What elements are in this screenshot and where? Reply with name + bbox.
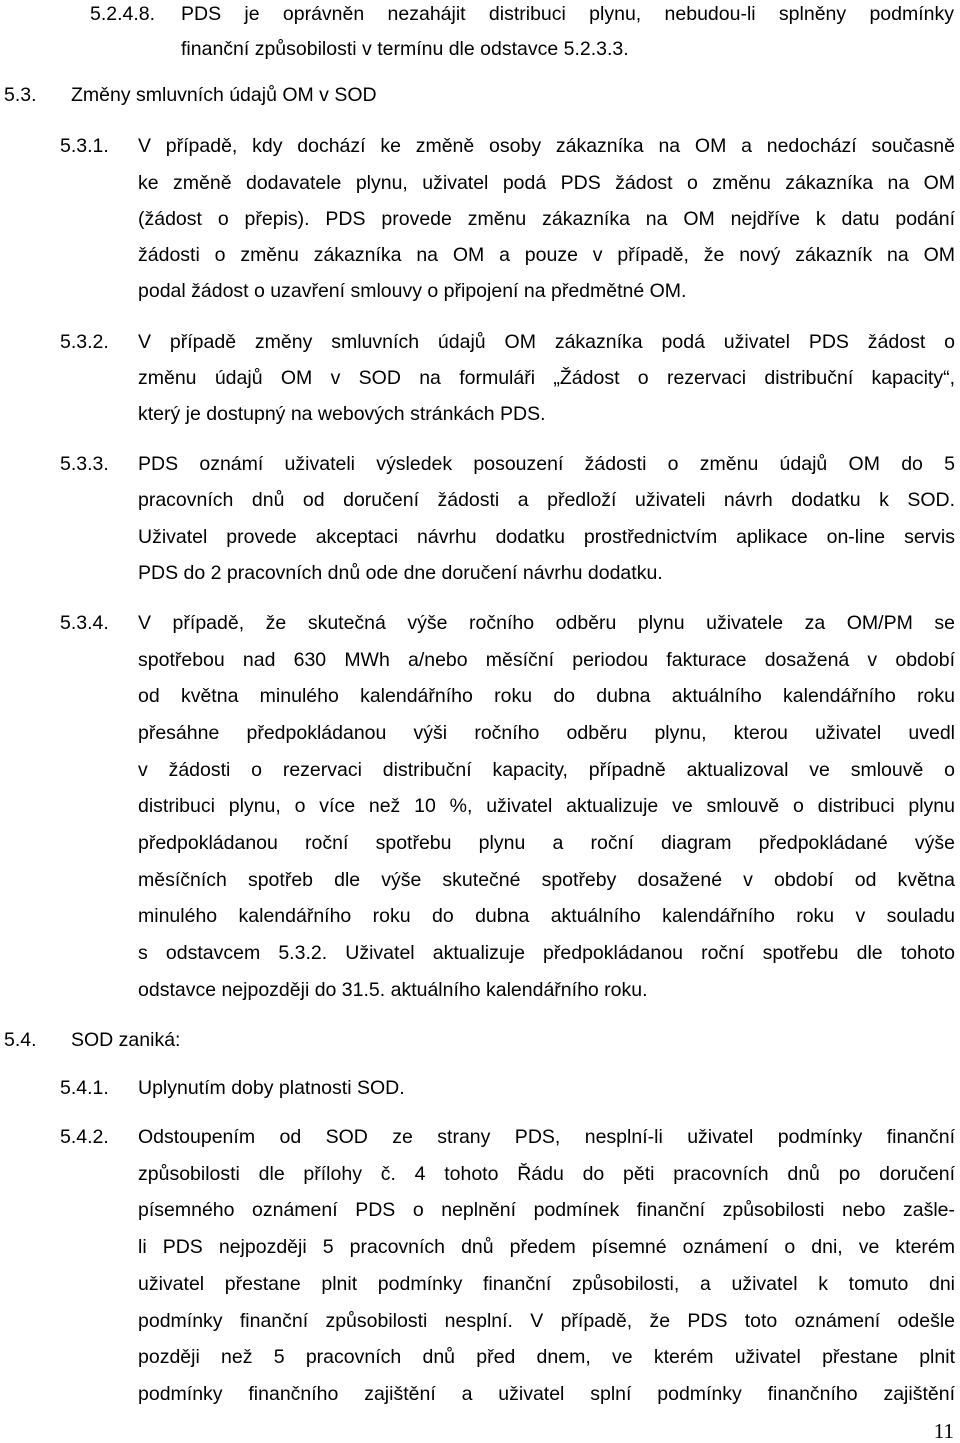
paragraph-line: spotřebou nad 630 MWh a/nebo měsíční periodou fakturace dosažená v období bbox=[138, 649, 955, 671]
paragraph-line: odstavce nejpozději do 31.5. aktuálního kalendářního roku. bbox=[138, 979, 648, 1001]
section-number: 5.4.1. bbox=[60, 1077, 109, 1099]
paragraph-line: V případě, kdy dochází ke změně osoby zákazníka na OM a nedochází současně bbox=[138, 135, 955, 157]
paragraph-line: způsobilosti dle přílohy č. 4 tohoto Řádu do pěti pracovních dnů po doručení bbox=[138, 1163, 955, 1185]
paragraph-line: uživatel přestane plnit podmínky finanční způsobilosti, a uživatel k tomuto dni bbox=[138, 1273, 955, 1295]
paragraph-line: (žádost o přepis). PDS provede změnu zákazníka na OM nejdříve k datu podání bbox=[138, 208, 955, 230]
paragraph-line: PDS je oprávněn nezahájit distribuci plynu, nebudou-li splněny podmínky bbox=[181, 3, 954, 25]
section-heading-number: 5.3. bbox=[4, 84, 37, 106]
section-heading: Změny smluvních údajů OM v SOD bbox=[71, 84, 377, 106]
paragraph-line: který je dostupný na webových stránkách PDS. bbox=[138, 403, 546, 425]
paragraph-line: v žádosti o rezervaci distribuční kapacity, případně aktualizoval ve smlouvě o bbox=[138, 759, 955, 781]
paragraph-line: distribuci plynu, o více než 10 %, uživatel aktualizuje ve smlouvě o distribuci plynu bbox=[138, 795, 955, 817]
section-number: 5.3.2. bbox=[60, 331, 109, 353]
paragraph-line: písemného oznámení PDS o neplnění podmínek finanční způsobilosti nebo zašle- bbox=[138, 1199, 955, 1221]
paragraph-line: PDS oznámí uživateli výsledek posouzení žádosti o změnu údajů OM do 5 bbox=[138, 453, 955, 475]
page-number: 11 bbox=[933, 1419, 954, 1443]
paragraph-line: přesáhne předpokládanou výši ročního odběru plynu, kterou uživatel uvedl bbox=[138, 722, 955, 744]
paragraph-line: li PDS nejpozději 5 pracovních dnů předem písemné oznámení o dni, ve kterém bbox=[138, 1236, 955, 1258]
paragraph-line: později než 5 pracovních dnů před dnem, ve kterém uživatel přestane plnit bbox=[138, 1346, 955, 1368]
section-number: 5.3.3. bbox=[60, 453, 109, 475]
section-number: 5.4.2. bbox=[60, 1126, 109, 1148]
paragraph-line: podmínky finančního zajištění a uživatel splní podmínky finančního zajištění bbox=[138, 1383, 955, 1405]
paragraph-line: podmínky finanční způsobilosti nesplní. V případě, že PDS toto oznámení odešle bbox=[138, 1310, 955, 1332]
paragraph-line: s odstavcem 5.3.2. Uživatel aktualizuje předpokládanou roční spotřebu dle tohoto bbox=[138, 942, 955, 964]
section-number: 5.2.4.8. bbox=[90, 3, 156, 25]
paragraph-line: žádosti o změnu zákazníka na OM a pouze v případě, že nový zákazník na OM bbox=[138, 244, 955, 266]
paragraph-line: ke změně dodavatele plynu, uživatel podá PDS žádost o změnu zákazníka na OM bbox=[138, 172, 955, 194]
paragraph-line: od května minulého kalendářního roku do dubna aktuálního kalendářního roku bbox=[138, 685, 955, 707]
section-heading: SOD zaniká: bbox=[71, 1029, 181, 1051]
paragraph-line: V případě změny smluvních údajů OM zákazníka podá uživatel PDS žádost o bbox=[138, 331, 955, 353]
paragraph-line: PDS do 2 pracovních dnů ode dne doručení návrhu dodatku. bbox=[138, 562, 663, 584]
paragraph-line: Uplynutím doby platnosti SOD. bbox=[138, 1077, 405, 1099]
section-heading-number: 5.4. bbox=[4, 1029, 37, 1051]
section-number: 5.3.1. bbox=[60, 135, 109, 157]
section-number: 5.3.4. bbox=[60, 612, 109, 634]
paragraph-line: pracovních dnů od doručení žádosti a předloží uživateli návrh dodatku k SOD. bbox=[138, 489, 955, 511]
paragraph-line: měsíčních spotřeb dle výše skutečné spotřeby dosažené v období od května bbox=[138, 869, 955, 891]
paragraph-line: Uživatel provede akceptaci návrhu dodatku prostřednictvím aplikace on-line servis bbox=[138, 526, 955, 548]
paragraph-line: změnu údajů OM v SOD na formuláři „Žádost o rezervaci distribuční kapacity“, bbox=[138, 367, 955, 389]
paragraph-line: Odstoupením od SOD ze strany PDS, nesplní-li uživatel podmínky finanční bbox=[138, 1126, 955, 1148]
paragraph-line: předpokládanou roční spotřebu plynu a roční diagram předpokládané výše bbox=[138, 832, 955, 854]
paragraph-line: V případě, že skutečná výše ročního odběru plynu uživatele za OM/PM se bbox=[138, 612, 955, 634]
paragraph-line: minulého kalendářního roku do dubna aktuálního kalendářního roku v souladu bbox=[138, 905, 955, 927]
paragraph-line: podal žádost o uzavření smlouvy o připojení na předmětné OM. bbox=[138, 280, 687, 302]
paragraph-line: finanční způsobilosti v termínu dle odstavce 5.2.3.3. bbox=[181, 38, 629, 60]
